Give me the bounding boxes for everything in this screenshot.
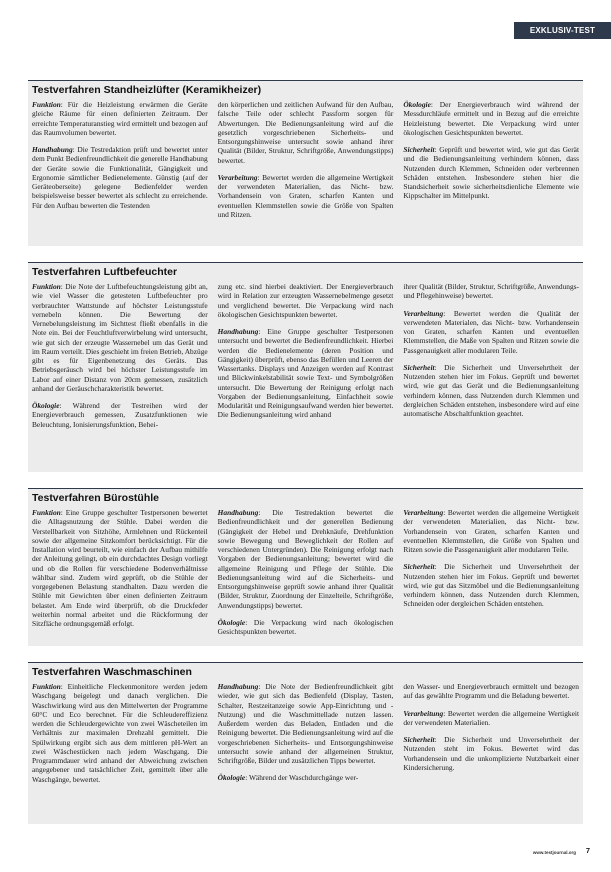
paragraph xyxy=(403,735,579,772)
text-column-3 xyxy=(403,100,579,227)
text-column-1 xyxy=(32,282,208,437)
exklusiv-test-tag: EXKLUSIV-TEST xyxy=(514,22,611,39)
section-buerostuehle xyxy=(28,488,583,646)
section-title: Testverfahren Luftbefeuchter xyxy=(32,266,178,278)
paragraph-label: Funktion xyxy=(32,100,61,109)
paragraph-label: Ökologie xyxy=(32,401,60,410)
paragraph xyxy=(218,173,394,219)
paragraph xyxy=(403,363,579,419)
paragraph-label: Ökologie xyxy=(217,617,246,627)
paragraph-text: : Die Testredaktion bewertet die Bedienfreundlichkeit und der generellen Bedienung (Gängigkeit der Hebel und Drehknäufe, Drehfunktion sowie Bewegung und Beweglichkeit der Rollen auf verschiedenen Untergründen). Die Reinigung erfolgt nach Vorgaben der Bedienungsanleitung; bewertet wird die allgemeine Reinigung und Pflege der Stühle. Die Bedienungsanleitung wird auf die Sicherheits- und Entsorgungshinweise geprüft sowie anhand ihrer Qualität (Bilder, Struktur, Zuordnung der Einzelteile, Schriftgröße, Anwendungstipps) bewertet. xyxy=(217,508,394,610)
paragraph-label: Handhabung xyxy=(217,327,259,336)
page-number: 7 xyxy=(585,846,591,855)
paragraph xyxy=(403,145,579,201)
paragraph xyxy=(218,682,394,765)
paragraph-label: Funktion xyxy=(32,682,61,691)
paragraph-text: : Bewertet werden die Qualität der verwendeten Materialen, das Nicht- bzw. Vorhandensein von Graten, scharfen Kanten und eventuellen Klemmstellen, die Maße von Spalten und Ritzen sowie die Passgenauigkeit aller modularen Teile. xyxy=(403,308,580,355)
paragraph xyxy=(218,100,394,165)
paragraph-label: Funktion xyxy=(32,508,61,517)
paragraph-label: Verarbeitung xyxy=(217,172,258,182)
paragraph-text: : Die Sicherheit und Unversehrtheit der Nutzenden stehen hier im Fokus. Geprüft und bewertet wird, wie gut das Gerät und die Bedienungsanleitung verhindern können, dass Nutzenden durch Klemmen und dergleichen Schäden entstehen, insbesondere wird auf eine automatische Abschaltfunktion geachtet. xyxy=(403,362,580,418)
paragraph-label: Verarbeitung xyxy=(403,708,444,718)
paragraph-label: Sicherheit xyxy=(403,145,435,154)
paragraph xyxy=(32,282,208,393)
paragraph xyxy=(32,401,208,429)
text-column-3 xyxy=(403,682,579,792)
paragraph xyxy=(32,508,208,628)
text-column-3 xyxy=(403,508,579,644)
text-column-1 xyxy=(32,508,208,644)
paragraph xyxy=(403,709,579,728)
paragraph-text: : Die Sicherheit und Unversehrtheit der Nutzenden steht im Fokus. Bewertet wird das Vorhandensein und die unkomplizierte Nutzbarkeit einer Kindersicherung. xyxy=(403,735,580,772)
paragraph-label: Ökologie xyxy=(217,773,246,783)
text-column-1 xyxy=(32,100,208,227)
paragraph-text: : Der Energieverbrauch wird während der Messdurchläufe ermittelt und in Bezug auf die erreichte Heizleistung bewertet. Die Verpackung wird unter ökologischen Gesichtspunkten bewertet. xyxy=(403,100,580,137)
paragraph-text: : Geprüft und bewertet wird, wie gut das Gerät und die Bedienungsanleitung verhindern können, dass Nutzenden durch Klemmen, Schneiden oder verbrennen Schäden entstehen. Insbesondere stehen hier die Standsicherheit sowie sicherheitsdienliche Elemente wie Kippschalter im Mittelpunkt. xyxy=(403,145,580,201)
paragraph xyxy=(32,145,208,210)
paragraph xyxy=(403,682,579,701)
paragraph-text: : Die Verpackung wird nach ökologischen Gesichtspunkten bewertet. xyxy=(217,617,394,636)
paragraph-text: : Die Note der Luftbefeuchtungsleistung gibt an, wie viel Wasser die getesteten Luftbefeuchter pro verbrauchter Wattstunde auf höchster Leistungsstufe vernebeln können. Die Bewertung der Vernebelungsleistung im Sichttest fließt ebenfalls in die Note ein. Bei der Feuchtluftverwirbelung wird untersucht, wie gut sich der erzeugte Wassernebel um das Gerät und im Raum verteilt. Dies geschieht im freien Betrieb, Abzüge gibt es für Eigenbenetzung des Geräts. Das Betriebsgeräusch wird bei höchster Leistungsstufe im Labor auf einer Distanz von 20cm gemessen, zusätzlich anhand der Geräuschcharakteristik bewertet. xyxy=(32,282,208,393)
section-standheizluefter xyxy=(28,80,583,246)
text-column-2 xyxy=(218,282,394,437)
paragraph xyxy=(403,562,579,608)
section-title: Testverfahren Waschmaschinen xyxy=(32,666,192,678)
section-title: Testverfahren Bürostühle xyxy=(32,492,159,504)
paragraph-label: Sicherheit xyxy=(403,362,435,372)
section-luftbefeuchter xyxy=(28,262,583,472)
paragraph-text: : Die Sicherheit und Unversehrtheit der Nutzenden stehen hier im Fokus. Geprüft und bewertet wird, wie gut das Sitzmöbel und die Bedienungsanleitung verhindern können, dass Nutzenden durch Klemmen, Schneiden oder dergleichen Schäden entstehen. xyxy=(403,562,580,609)
paragraph-text: : Die Testredaktion prüft und bewertet unter dem Punkt Bedienfreundlichkeit die generelle Handhabung der Geräte sowie die Funktionalität, Gängigkeit und Ergonomie sämtlicher Bedienelemente. Günstig (auf der Geräteoberseite) gelegene Bedienfelder werden beispielsweise besser bewertet als schlecht zu erreichende. Für den Aufbau bewerten die Testenden xyxy=(32,145,208,210)
paragraph-text: : Eine Gruppe geschulter Testpersonen bewertet die Alltagsnutzung der Stühle. Dabei werden die Verstellbarkeit von Sitzhöhe, Armlehnen und Rückenteil sowie der allgemeine Sitzkomfort berücksichtigt. Für die Installation wird beurteilt, wie einfach der Aufbau mithilfe der Anleitung gelingt, ob ein durchdachtes Design vorliegt und ob die Rollen für verschiedene Bodenverhältnisse wählbar sind. Zudem wird geprüft, ob die Stühle der vorgegebenen Belastung standhalten. Dazu werden die Stühle mit Gewichten über einen definierten Zeitraum belastet. Am Ende wird überprüft, ob die Druckfeder weiterhin normal arbeitet und die Rückformung der Sitzfläche ordnungsgemäß erfolgt. xyxy=(32,508,208,628)
paragraph xyxy=(403,309,579,355)
paragraph-text: : Bewertet werden die allgemeine Wertigkeit der verwendeten Materialien, das Nicht- bzw. Vorhandensein von Graten, scharfen Kanten und eventuellen Klemmstellen, die Größe von Spalten und Ritzen sowie die Passgenauigkeit aller modularen Teile. xyxy=(403,508,580,554)
section-waschmaschinen xyxy=(28,662,583,824)
paragraph-text: : Die Note der Bedienfreundlichkeit gibt wieder, wie gut sich das Bedienfeld (Display, Tasten, Schalter, Restzeitanzeige sowie App-Einrichtung und -Nutzung) und die Waschmittellade nutzen lassen. Außerdem werden das Beladen, Entladen und die Reinigung bewertet. Die Bedienungsanleitung wird auf die vorgeschriebenen Sicherheits- und Entsorgungshinweise untersucht sowie anhand der allgemeinen Struktur, Schriftgröße, Bilder und zusätzlichen Tipps bewertet. xyxy=(217,682,394,765)
paragraph-text: : Eine Gruppe geschulter Testpersonen untersucht und bewertet die Bedienfreundlichkeit. Hierbei werden die Bedienelemente (deren Position und Gängigkeit) überprüft, ebenso das Befüllen und Leeren der Wassertanks. Displays und Anzeigen werden auf Kontrast und Blickwinkelstabilität sowie Text- und Symbolgrößen untersucht. Die Bewertung der Reinigung erfolgt nach Vorgaben der Bedienungsanleitung, Einfachheit sowie Modularität und Reinigungsaufwand werden hier bewertet. Die Bedienungsanleitung wird anhand xyxy=(217,327,394,420)
paragraph xyxy=(218,327,394,420)
paragraph-text: : Einheitliche Fleckenmonitore werden jedem Waschgang beigelegt und danach verglichen. Die Waschwirkung wird aus den Mittelwerten der Programme 60°C und Eco berechnet. Für die Schleudereffizienz werden die Schleudergewichte von zwei Wäscheteilen im Verhältnis zur maximalen Drehzahl gemittelt. Die Spülwirkung ergibt sich aus dem mittleren pH-Wert an zwei Wäschestücken nach jedem Waschgang. Die Programmdauer wird anhand der Abweichung zwischen angegebener und tatsächlicher Zeit, gemittelt über alle Waschgänge, bewertet. xyxy=(32,682,208,784)
paragraph-text: : Für die Heizleistung erwärmen die Geräte gleiche Räume für einen definierten Zeitraum. Der erreichte Temperaturanstieg wird ermittelt und bezogen auf das Raumvolumen bewertet. xyxy=(32,100,208,137)
paragraph-label: Handhabung xyxy=(217,508,259,517)
text-column-2 xyxy=(218,682,394,792)
text-column-1 xyxy=(32,682,208,792)
paragraph-text: : Bewertet werden die allgemeine Wertigkeit der verwendeten Materialien, das Nicht- bzw. Vorhandensein von Graten, scharfen Kanten und eventuellen Klemmstellen sowie die Größe von Spalten und Ritzen. xyxy=(217,172,394,219)
paragraph xyxy=(403,508,579,554)
text-column-2 xyxy=(218,100,394,227)
paragraph-label: Sicherheit xyxy=(403,735,435,744)
footer-url[interactable]: www.testjournal.org xyxy=(532,850,576,855)
paragraph-text: den körperlichen und zeitlichen Aufwand für den Aufbau, falsche Teile oder schlecht Passform sorgen für Abwertungen. Die Bedienungsanleitung wird auf die gesetzlich vorgeschriebenen Sicherheits- und Entsorgungshinweise untersucht sowie anhand ihrer Qualität (Bilder, Struktur, Schriftgröße, Anwendungstipps) bewertet. xyxy=(217,100,394,165)
paragraph xyxy=(32,682,208,784)
paragraph-label: Handhabung xyxy=(217,682,259,691)
paragraph xyxy=(403,100,579,137)
paragraph xyxy=(403,282,579,301)
paragraph xyxy=(32,100,208,137)
paragraph-text: : Bewertet werden die allgemeine Wertigkeit der verwendeten Materialien. xyxy=(403,708,580,727)
paragraph-label: Sicherheit xyxy=(403,562,435,572)
paragraph xyxy=(218,508,394,610)
paragraph-text: ihrer Qualität (Bilder, Struktur, Schriftgröße, Anwendungs- und Pflegehinweise) bewertet. xyxy=(403,282,580,301)
paragraph xyxy=(218,618,394,637)
paragraph-label: Verarbeitung xyxy=(403,508,444,517)
paragraph xyxy=(218,282,394,319)
paragraph-text: zung etc. sind hierbei deaktiviert. Der Energieverbrauch wird in Relation zur erzeugten Wassernebelmenge gesetzt und verglichend bewertet. Die Verpackung wird nach ökologischen Gesichtspunkten bewertet. xyxy=(217,282,394,319)
section-title: Testverfahren Standheizlüfter (Keramikheizer) xyxy=(32,84,262,96)
paragraph-label: Funktion xyxy=(32,282,61,291)
paragraph-text: den Wasser- und Energieverbrauch ermittelt und bezogen auf das gewählte Programm und die Beladung bewertet. xyxy=(403,682,580,701)
paragraph-text: : Während der Testreihen wird der Energieverbrauch gemessen, Zusatzfunktionen wie Beleuchtung, Ionisierungsfunktion, Behei- xyxy=(32,401,208,429)
paragraph-label: Ökologie xyxy=(403,100,431,109)
paragraph-label: Verarbeitung xyxy=(403,308,444,318)
paragraph-text: : Während der Waschdurchgänge wer- xyxy=(245,773,359,783)
text-column-3 xyxy=(403,282,579,437)
text-column-2 xyxy=(218,508,394,644)
paragraph xyxy=(218,773,394,782)
paragraph-label: Handhabung xyxy=(32,145,73,154)
